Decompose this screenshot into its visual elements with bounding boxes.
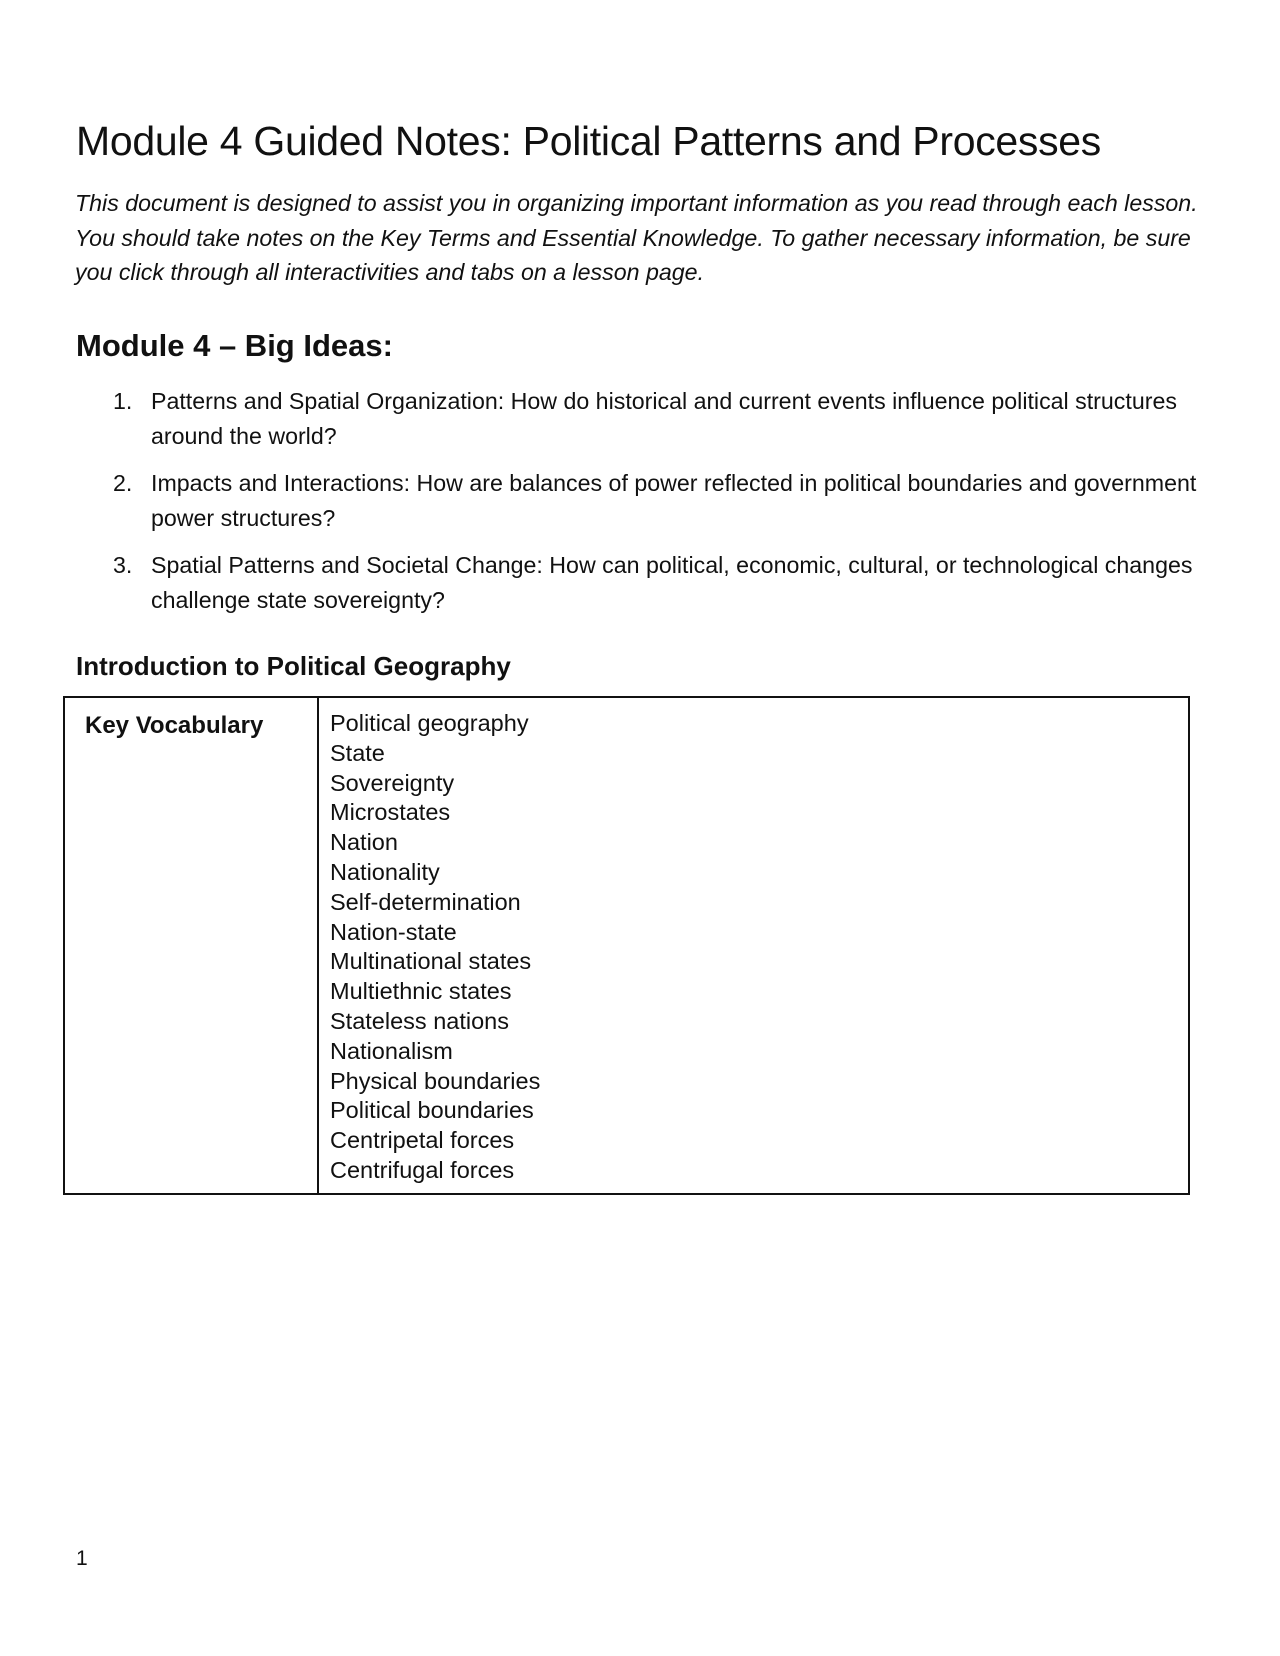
vocabulary-term: Physical boundaries xyxy=(330,1067,541,1094)
vocabulary-list xyxy=(319,698,540,1193)
section-heading: Introduction to Political Geography xyxy=(76,651,511,681)
vocabulary-term: Centripetal forces xyxy=(330,1127,515,1154)
vocabulary-term: State xyxy=(330,739,385,766)
page-number: 1 xyxy=(76,1547,88,1570)
big-idea-item xyxy=(108,548,1218,617)
document-title: Module 4 Guided Notes: Political Patterns and Processes xyxy=(76,118,1101,164)
vocabulary-term: Nationalism xyxy=(330,1037,453,1064)
intro-paragraph: This document is designed to assist you in organizing important information as you read through each lesson. You should take notes on the Key Terms and Essential Knowledge. To gather necessary information, be sure you click through all interactivities and tabs on a lesson page. xyxy=(75,190,1198,285)
big-idea-number: 2. xyxy=(113,470,133,496)
vocabulary-term: Stateless nations xyxy=(330,1007,509,1034)
vocabulary-term: Sovereignty xyxy=(330,769,455,796)
vocabulary-term: Self-determination xyxy=(330,888,521,915)
big-idea-item xyxy=(108,466,1218,535)
vocabulary-term: Centrifugal forces xyxy=(330,1156,515,1183)
big-ideas-heading: Module 4 – Big Ideas: xyxy=(76,328,393,363)
big-idea-text: Impacts and Interactions: How are balances of power reflected in political boundaries and government power structures? xyxy=(151,470,1197,531)
big-idea-text: Patterns and Spatial Organization: How do historical and current events influence political structures around the world? xyxy=(151,388,1177,449)
big-idea-number: 1. xyxy=(113,388,133,414)
big-idea-item xyxy=(108,384,1218,453)
vocabulary-term: Political boundaries xyxy=(330,1097,534,1124)
vocabulary-term: Microstates xyxy=(330,799,451,826)
vocabulary-term: Multinational states xyxy=(330,948,532,975)
key-vocabulary-table xyxy=(63,696,1190,1195)
vocabulary-term: Multiethnic states xyxy=(330,978,512,1005)
vocabulary-term: Nation-state xyxy=(330,918,457,945)
vocabulary-term: Nation xyxy=(330,829,398,856)
vocabulary-term: Nationality xyxy=(330,858,440,885)
vocabulary-term: Political geography xyxy=(330,710,529,736)
key-vocabulary-header: Key Vocabulary xyxy=(65,698,319,1193)
big-idea-number: 3. xyxy=(113,552,133,578)
big-idea-text: Spatial Patterns and Societal Change: How can political, economic, cultural, or technological changes challenge state sovereignty? xyxy=(151,552,1193,613)
big-ideas-list xyxy=(108,384,1218,630)
